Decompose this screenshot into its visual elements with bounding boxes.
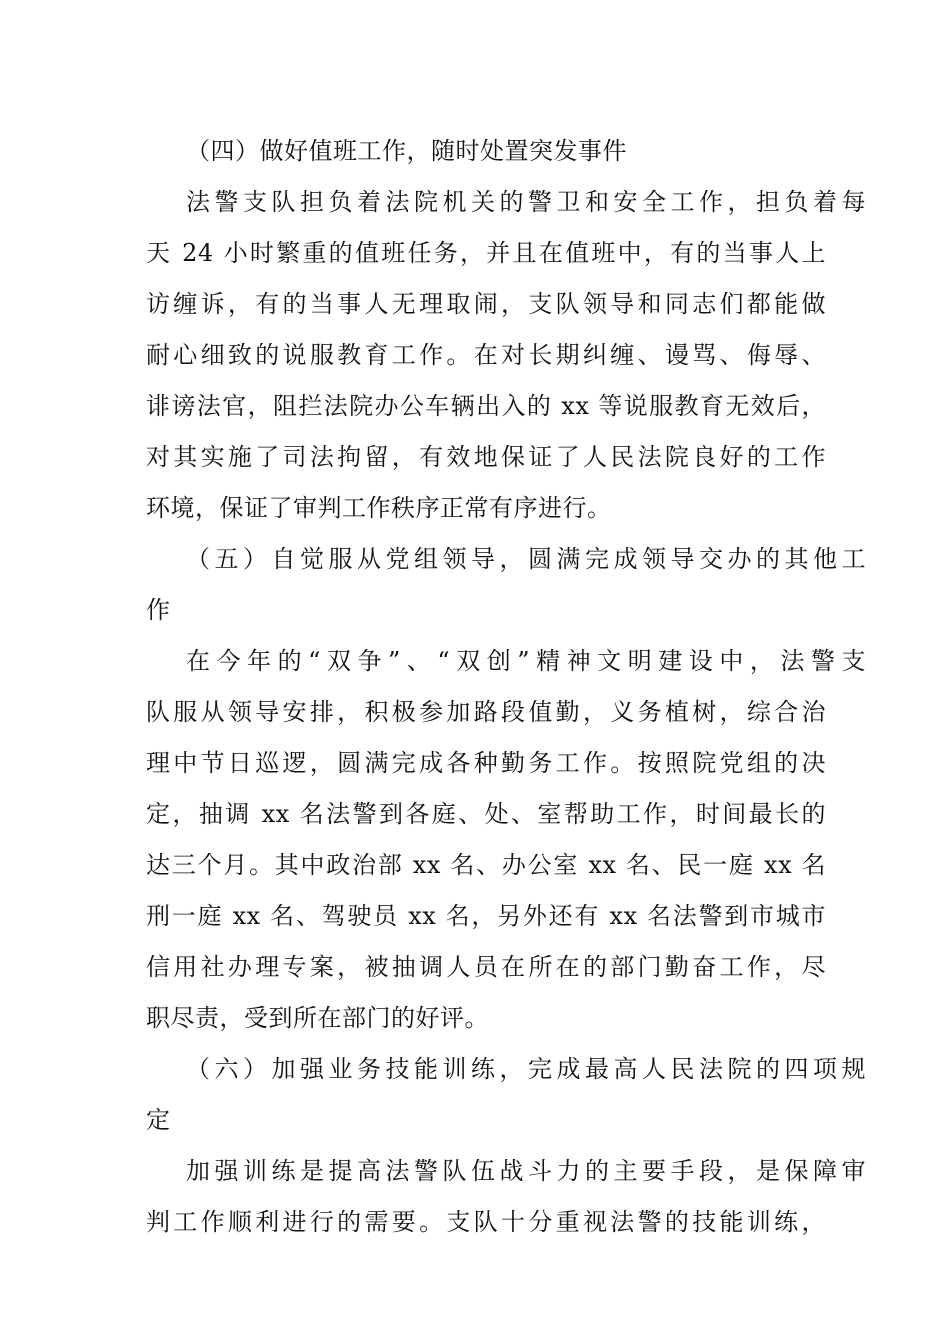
- paragraph-line: 判工作顺利进行的需要。支队十分重视法警的技能训练，: [146, 1208, 826, 1236]
- paragraph-line: 对其实施了司法拘留，有效地保证了人民法院良好的工作: [146, 443, 826, 471]
- paragraph-line: 在今年的“双争”、“双创”精神文明建设中，法警支: [186, 647, 866, 675]
- heading-section-6-continued: 定: [146, 1106, 171, 1134]
- heading-section-5-continued: 作: [146, 596, 171, 624]
- paragraph-line: 达三个月。其中政治部 xx 名、办公室 xx 名、民一庭 xx 名: [146, 851, 826, 879]
- paragraph-line: 职尽责，受到所在部门的好评。: [146, 1004, 489, 1032]
- paragraph-line: 理中节日巡逻，圆满完成各种勤务工作。按照院党组的决: [146, 749, 826, 777]
- heading-section-5: （五）自觉服从党组领导，圆满完成领导交办的其他工: [186, 545, 866, 573]
- paragraph-line: 诽谤法官，阻拦法院办公车辆出入的 xx 等说服教育无效后，: [146, 392, 826, 420]
- heading-section-4: （四）做好值班工作，随时处置突发事件: [186, 137, 627, 165]
- paragraph-line: 定，抽调 xx 名法警到各庭、处、室帮助工作，时间最长的: [146, 800, 826, 828]
- heading-section-6: （六）加强业务技能训练，完成最高人民法院的四项规: [186, 1055, 866, 1083]
- paragraph-line: 天 24 小时繁重的值班任务，并且在值班中，有的当事人上: [146, 239, 826, 267]
- paragraph-line: 刑一庭 xx 名、驾驶员 xx 名，另外还有 xx 名法警到市城市: [146, 902, 826, 930]
- paragraph-line: 法警支队担负着法院机关的警卫和安全工作，担负着每: [186, 188, 866, 216]
- paragraph-line: 访缠诉，有的当事人无理取闹，支队领导和同志们都能做: [146, 290, 826, 318]
- paragraph-line: 队服从领导安排，积极参加路段值勤，义务植树，综合治: [146, 698, 826, 726]
- paragraph-line: 环境，保证了审判工作秩序正常有序进行。: [146, 494, 612, 522]
- paragraph-line: 耐心细致的说服教育工作。在对长期纠缠、谩骂、侮辱、: [146, 341, 826, 369]
- paragraph-line: 加强训练是提高法警队伍战斗力的主要手段，是保障审: [186, 1157, 866, 1185]
- paragraph-line: 信用社办理专案，被抽调人员在所在的部门勤奋工作，尽: [146, 953, 826, 981]
